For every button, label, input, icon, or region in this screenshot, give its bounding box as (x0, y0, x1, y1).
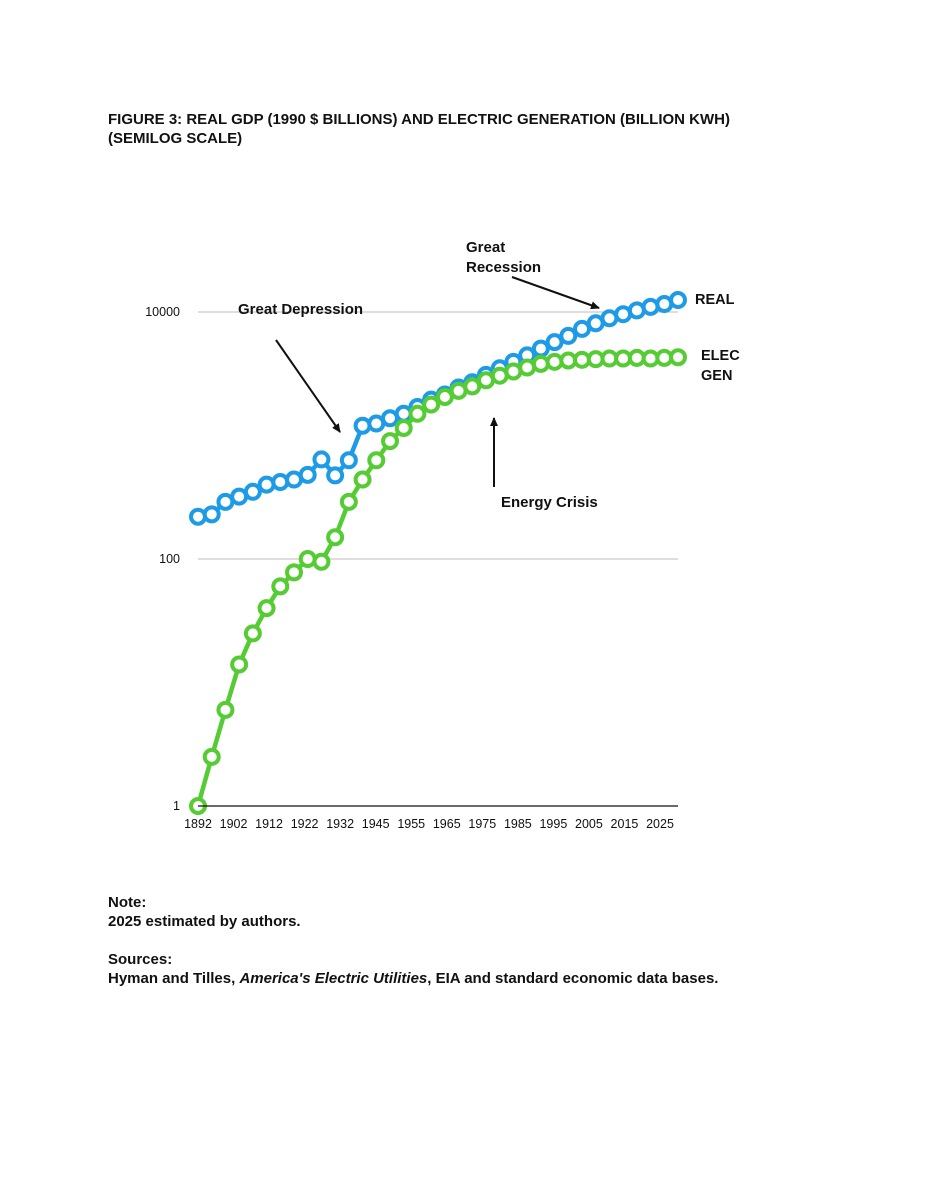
chart-title-line1: FIGURE 3: REAL GDP (1990 $ BILLIONS) AND ELECTRIC GENERATION (BILLION KWH) (108, 111, 730, 128)
chart-title-line2: (SEMILOG SCALE) (108, 130, 243, 147)
real-data-point (644, 300, 658, 314)
elec-gen-data-point (342, 495, 356, 509)
great-recession-label-line1: Great (466, 239, 506, 256)
x-tick-label: 1955 (397, 817, 426, 831)
sources-book-title: America's Electric Utilities (239, 970, 428, 987)
real-data-point (342, 453, 356, 467)
sources-heading: Sources: (108, 951, 173, 968)
elec-gen-data-point (356, 473, 370, 487)
elec-gen-data-point (232, 657, 246, 671)
elec-gen-data-point (328, 530, 342, 544)
elec-gen-data-point (397, 421, 411, 435)
elec-gen-data-point (424, 398, 438, 412)
great-recession-arrow (512, 277, 599, 308)
x-tick-label: 1985 (503, 817, 532, 831)
real-series-label: REAL (695, 292, 735, 308)
x-tick-label: 1975 (468, 817, 497, 831)
x-tick-label: 1912 (255, 817, 283, 831)
x-tick-label: 1945 (361, 817, 390, 831)
elec-gen-series-line (198, 357, 678, 806)
elec-gen-data-point (383, 434, 397, 448)
x-tick-label: 1995 (539, 817, 568, 831)
note-text: 2025 estimated by authors. (108, 913, 301, 930)
elec-gen-data-point (260, 601, 274, 615)
elec-gen-data-point (205, 750, 219, 764)
elec-gen-data-point (273, 579, 287, 593)
x-tick-label: 1902 (219, 817, 248, 831)
x-tick-label: 2015 (610, 817, 639, 831)
real-data-point (246, 485, 260, 499)
gridlines (198, 312, 678, 559)
y-tick-label: 10000 (145, 305, 180, 319)
x-tick-label: 2025 (646, 817, 674, 831)
real-data-point (273, 475, 287, 489)
elec-gen-series-label-line2: GEN (701, 368, 733, 384)
elec-gen-data-point (534, 357, 548, 371)
real-data-point (205, 507, 219, 521)
x-tick-label: 1922 (290, 817, 319, 831)
energy-crisis-label: Energy Crisis (501, 494, 598, 511)
x-tick-label: 1892 (184, 817, 212, 831)
great-depression-label: Great Depression (238, 301, 364, 318)
real-data-point (260, 478, 274, 492)
y-tick-label: 100 (159, 552, 180, 566)
great-recession-label-line2: Recession (466, 259, 542, 276)
elec-gen-data-point (246, 626, 260, 640)
x-tick-label: 2005 (575, 817, 603, 831)
real-data-point (561, 329, 575, 343)
elec-gen-data-point (369, 453, 383, 467)
elec-gen-data-point (410, 407, 424, 421)
elec-gen-data-point (218, 703, 232, 717)
real-data-point (314, 452, 328, 466)
elec-gen-data-point (314, 555, 328, 569)
notes-block (108, 893, 718, 988)
series-layer (191, 293, 685, 813)
x-tick-label: 1932 (326, 817, 355, 831)
real-data-point (191, 510, 205, 524)
real-data-point (301, 468, 315, 482)
sources-text (108, 969, 718, 988)
x-tick-label: 1965 (432, 817, 461, 831)
real-data-point (671, 293, 685, 307)
real-data-point (328, 468, 342, 482)
real-data-point (356, 419, 370, 433)
note-heading: Note: (108, 894, 147, 911)
sources-prefix: Hyman and Tilles, (108, 970, 240, 987)
y-tick-label: 1 (173, 799, 180, 813)
elec-gen-series-label-line1: ELEC (701, 348, 740, 364)
elec-gen-data-point (287, 565, 301, 579)
sources-suffix: , EIA and standard economic data bases. (427, 970, 719, 987)
great-depression-arrow (276, 340, 340, 432)
elec-gen-data-point (671, 350, 685, 364)
axes (145, 305, 678, 831)
elec-gen-data-point (301, 552, 315, 566)
